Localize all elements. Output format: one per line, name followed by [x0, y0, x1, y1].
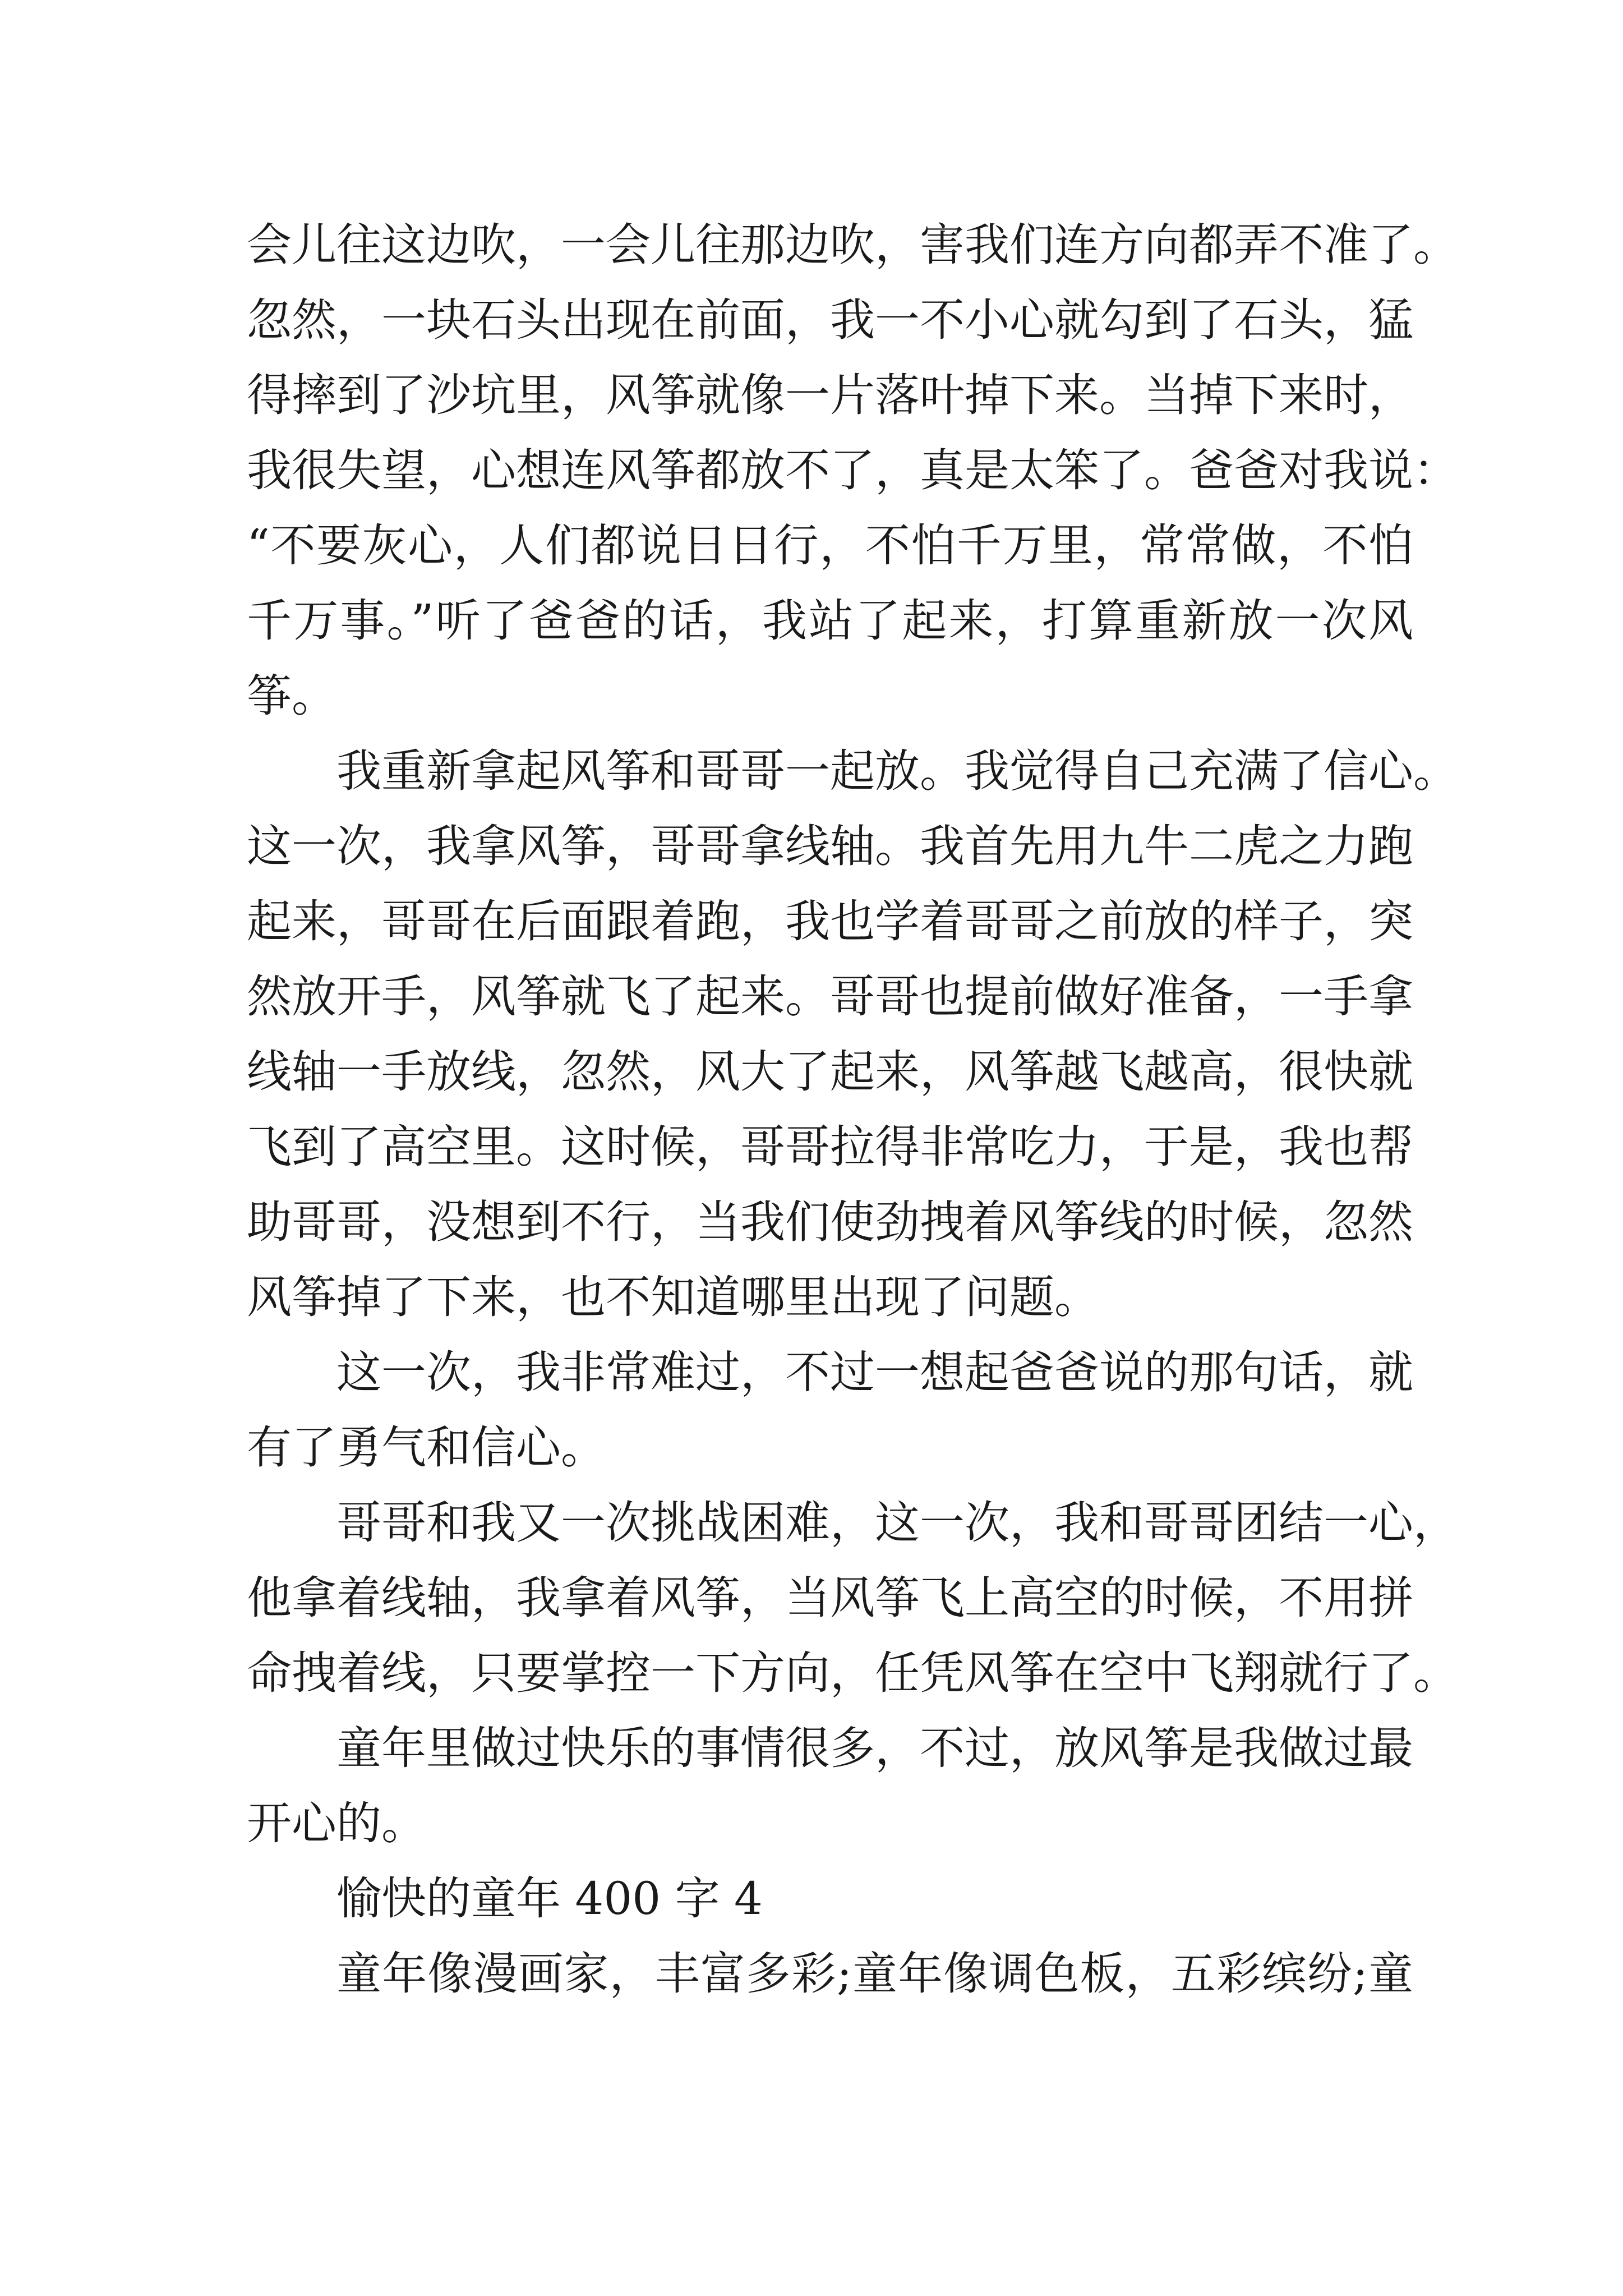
text-line: 会儿往这边吹，一会儿往那边吹，害我们连方向都弄不准了。	[247, 219, 1458, 271]
text-line: “不要灰心，人们都说日日行，不怕千万里，常常做，不怕	[247, 519, 1413, 572]
text-line: 这一次，我非常难过，不过一想起爸爸说的那句话，就	[336, 1346, 1413, 1398]
text-line: 他拿着线轴，我拿着风筝，当风筝飞上高空的时候，不用拼	[247, 1572, 1413, 1624]
text-line: 童年像漫画家，丰富多彩;童年像调色板，五彩缤纷;童	[336, 1948, 1413, 2000]
text-line: 哥哥和我又一次挑战困难，这一次，我和哥哥团结一心，	[336, 1497, 1458, 1549]
text-line: 线轴一手放线，忽然，风大了起来，风筝越飞越高，很快就	[247, 1046, 1413, 1098]
paragraph-end-line: 风筝掉了下来，也不知道哪里出现了问题。	[247, 1271, 1099, 1323]
text-line: 起来，哥哥在后面跟着跑，我也学着哥哥之前放的样子，突	[247, 895, 1413, 947]
text-line: 命拽着线，只要掌控一下方向，任凭风筝在空中飞翔就行了。	[247, 1647, 1458, 1699]
text-line: 我重新拿起风筝和哥哥一起放。我觉得自己充满了信心。	[336, 745, 1458, 797]
text-line: 这一次，我拿风筝，哥哥拿线轴。我首先用九牛二虎之力跑	[247, 820, 1413, 872]
text-line: 千万事。”听了爸爸的话，我站了起来，打算重新放一次风	[247, 595, 1413, 647]
text-line: 助哥哥，没想到不行，当我们使劲拽着风筝线的时候，忽然	[247, 1196, 1413, 1248]
text-line: 我很失望，心想连风筝都放不了，真是太笨了。爸爸对我说：	[247, 444, 1458, 496]
paragraph-end-line: 愉快的童年 400 字 4	[336, 1872, 763, 1925]
body-text	[247, 208, 1458, 2012]
paragraph-end-line: 开心的。	[247, 1797, 426, 1849]
text-line: 得摔到了沙坑里，风筝就像一片落叶掉下来。当掉下来时，	[247, 369, 1413, 421]
text-line: 飞到了高空里。这时候，哥哥拉得非常吃力，于是，我也帮	[247, 1121, 1413, 1173]
text-line: 然放开手，风筝就飞了起来。哥哥也提前做好准备，一手拿	[247, 970, 1413, 1023]
text-line: 童年里做过快乐的事情很多，不过，放风筝是我做过最	[336, 1722, 1413, 1774]
paragraph-end-line: 筝。	[247, 670, 336, 722]
text-line: 忽然，一块石头出现在前面，我一不小心就勾到了石头，猛	[247, 294, 1413, 346]
paragraph-end-line: 有了勇气和信心。	[247, 1421, 606, 1474]
